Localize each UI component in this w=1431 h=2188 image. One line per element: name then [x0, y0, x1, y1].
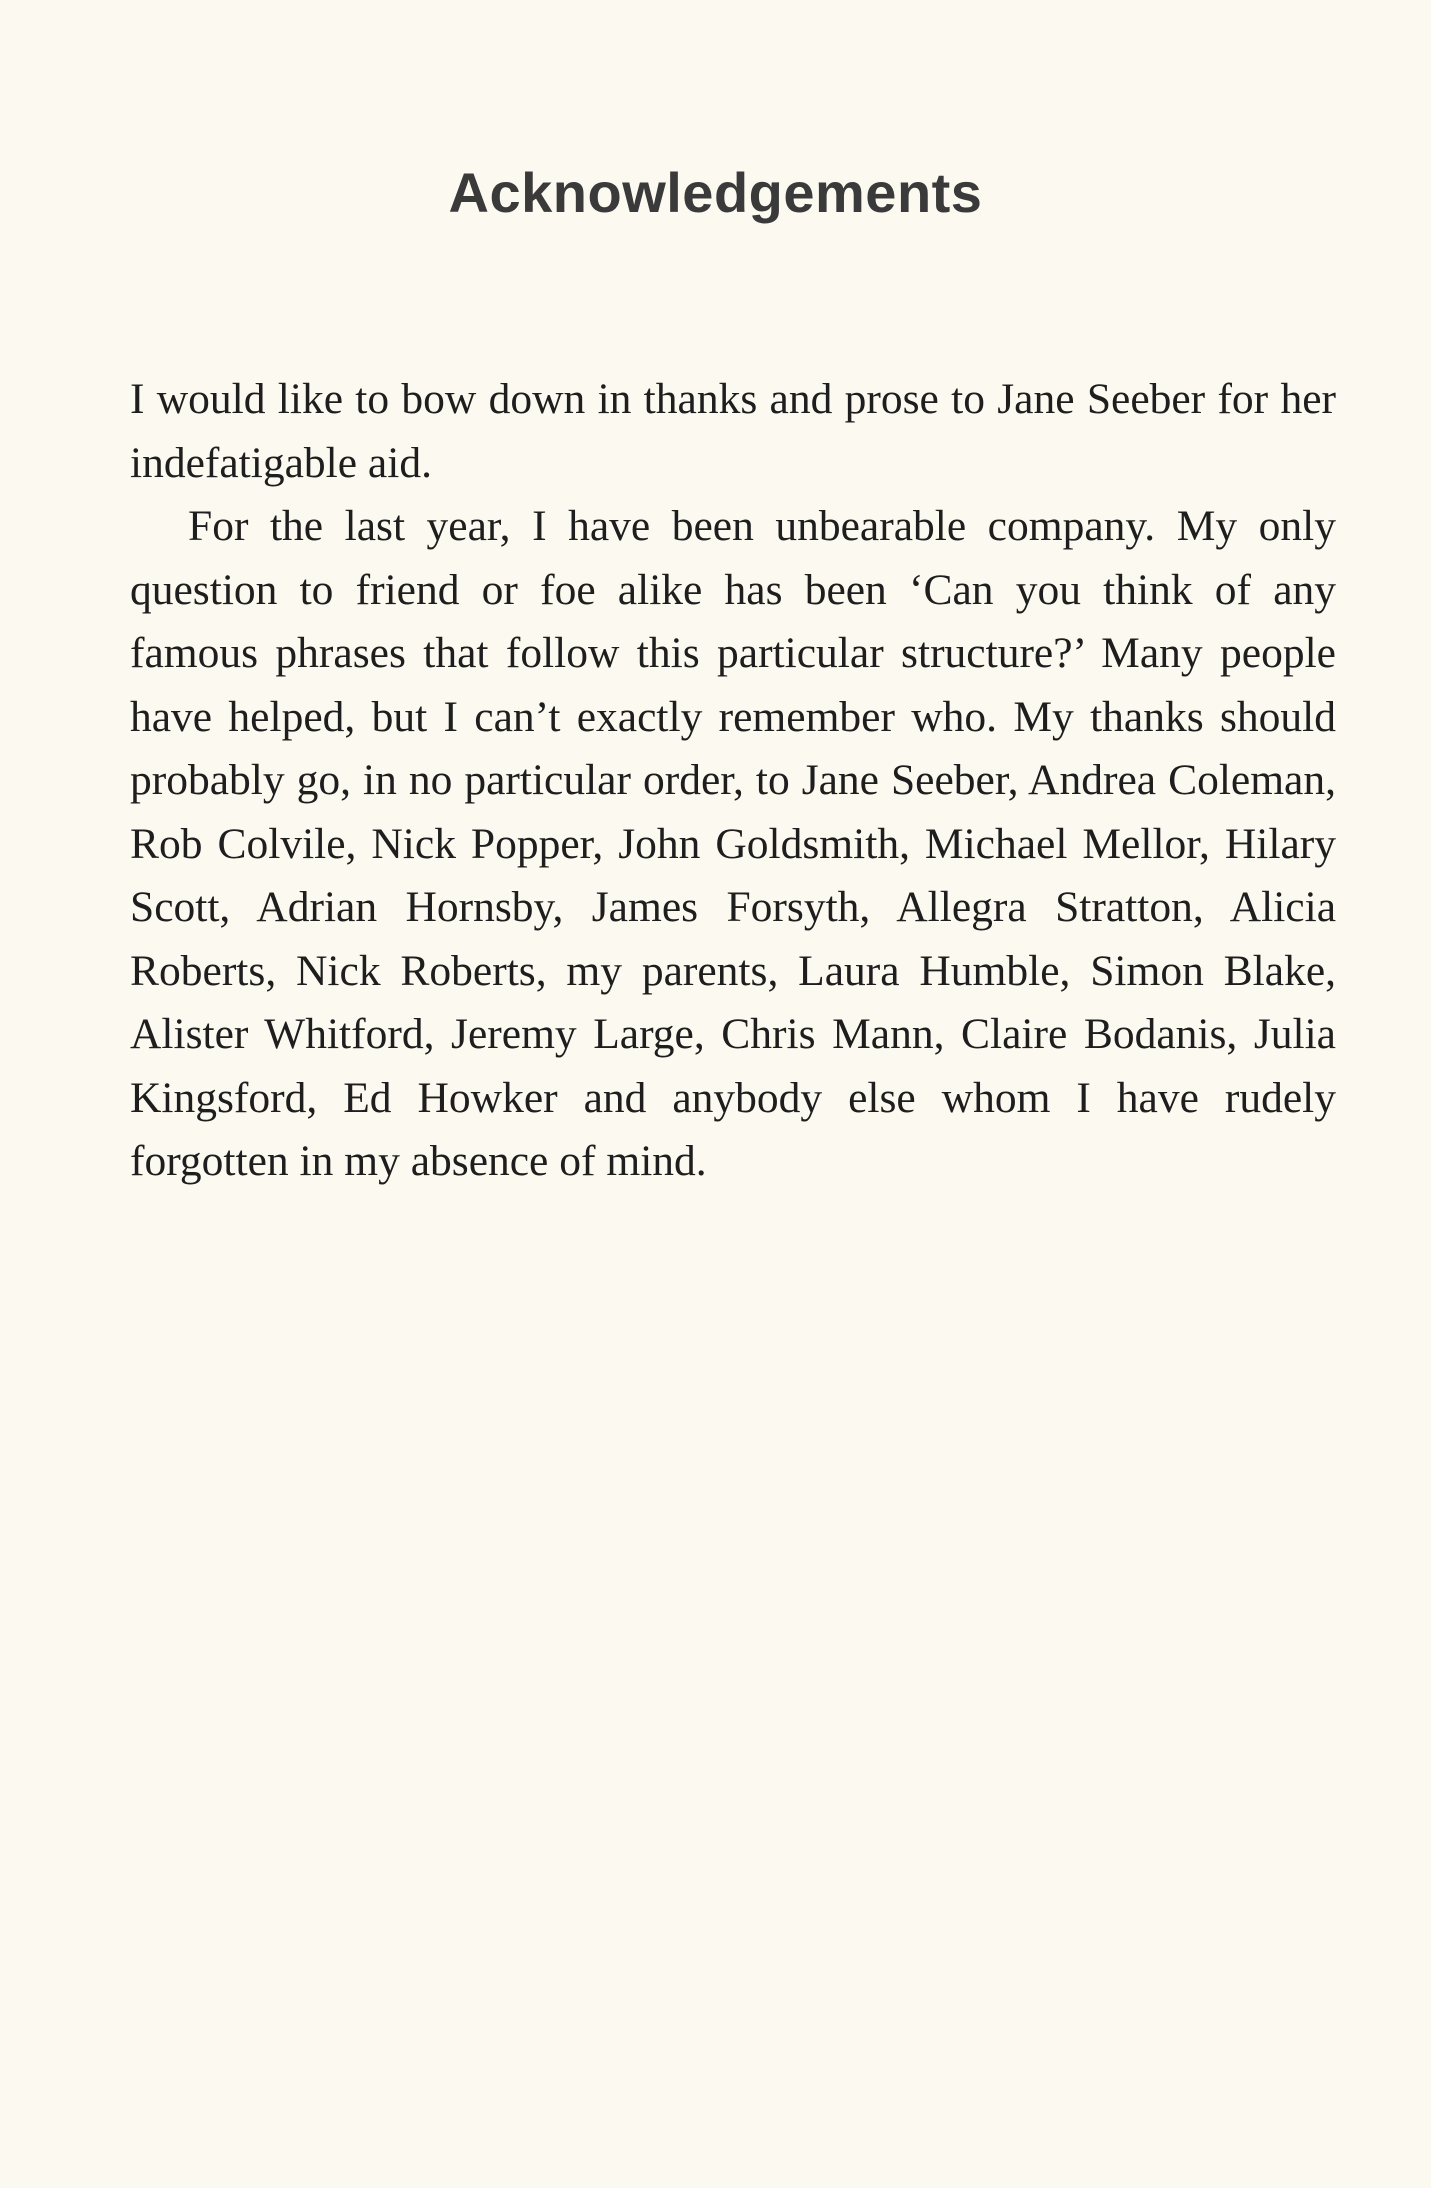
- paragraph-2: For the last year, I have been unbearable company. My only question to friend or foe alike has been ‘Can you think of any famous phrases that follow this particular structure?’ Many people have helped, but I can’t exactly remember who. My thanks should probably go, in no particular order, to Jane Seeber, Andrea Coleman, Rob Colvile, Nick Popper, John Goldsmith, Michael Mellor, Hilary Scott, Adrian Hornsby, James Forsyth, Allegra Stratton, Alicia Roberts, Nick Roberts, my parents, Laura Humble, Simon Blake, Alister Whitford, Jeremy Large, Chris Mann, Claire Bodanis, Julia Kingsford, Ed Howker and anybody else whom I have rudely forgotten in my absence of mind.: [130, 502, 1336, 1185]
- paragraph-1: I would like to bow down in thanks and prose to Jane Seeber for her indefatigable aid.: [130, 375, 1336, 487]
- page-title: Acknowledgements: [448, 161, 983, 224]
- acknowledgements-body: [130, 368, 1336, 1194]
